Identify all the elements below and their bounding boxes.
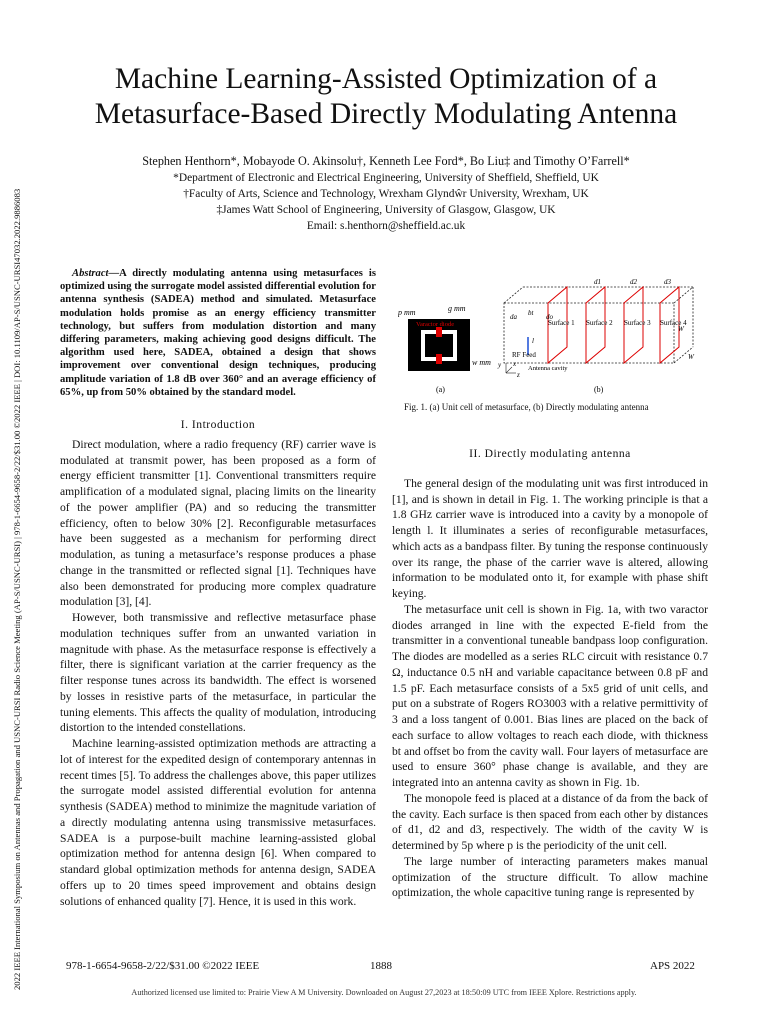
section-2-title: II. Directly modulating antenna [469,447,631,460]
title-line-2: Metasurface-Based Directly Modulating Antenna [94,98,678,130]
label-surface-1: Surface 1 [548,319,575,327]
label-W-bottom: W [688,353,694,361]
figure-1-caption: Fig. 1. (a) Unit cell of metasurface, (b) Directly modulating antenna [404,402,649,412]
label-axis-y: y [498,361,502,369]
label-d3: d3 [664,278,671,286]
label-d2: d2 [630,278,637,286]
label-rf-feed: RF Feed [512,351,536,359]
side-note: 2022 IEEE International Symposium on Antennas and Propagation and USNC-URSI Radio Science Meeting (AP-S/USNC-URSI) | 978-1-6654-9658-2/22/$31.00 ©2022 IEEE | DOI: 10.1109/AP-S/USNC-URSI47032.2022.9886083 [12,188,22,990]
sec2-paragraph-1: The general design of the modulating unit was first introduced in [1], and is shown in detail in Fig. 1. The working principle is that a 1.8 GHz carrier wave is introduced into a cavity by a monopole of length l. It illuminates a series of reconfigurable metasurfaces, which acts as a bandpass filter. By tuning the response continuously over its range, the phase of the carrier wave is altered, allowing information to be modulated onto it, for example with phase shift keying. [392,476,708,600]
varactor-diode-top [436,327,442,337]
section-1-title: I. Introduction [180,418,256,431]
abstract-label: Abstract [72,268,109,279]
label-bt: bt [528,309,534,317]
sec1-paragraph-1: Direct modulation, where a radio frequency (RF) carrier wave is modulated at transmit power, has been proposed as a form of energy efficient transmitter [1]. Conventional transmitters require amplification of a modulated signal, placing limits on the linearity of the power amplifier (PA) and so reducing the transmitter efficiency, often to below 30% [2]. Reconfigurable metasurfaces have been suggested as a mechanism for performing direct modulation, as tuning a metasurface’s response produces a phase change in the transmitted or reflected signal [1]. Techniques have also been demonstrated for producing more complex quadrature modulation [3], [4]. [60,437,376,609]
paper-title [60,62,712,132]
footer-isbn: 978-1-6654-9658-2/22/$31.00 ©2022 IEEE [66,960,260,972]
authorized-use-notice: Authorized licensed use limited to: Prairie View A M University. Downloaded on August 27,2023 at 18:50:09 UTC from IEEE Xplore. Restrictions apply. [131,988,637,997]
abstract [60,267,376,399]
label-W-side: W [678,325,684,333]
author-list: Stephen Henthorn*, Mobayode O. Akinsolu†, Kenneth Lee Ford*, Bo Liu‡ and Timothy O’Farrell* [142,154,630,168]
affiliation-3: ‡James Watt School of Engineering, University of Glasgow, Glasgow, UK [216,204,556,216]
label-do: do [546,313,553,321]
label-d1: d1 [594,278,601,286]
label-surface-2: Surface 2 [586,319,613,327]
sec2-paragraph-2: The metasurface unit cell is shown in Fig. 1a, with two varactor diodes arranged in line with the expected E-field from the transmitter in a conventional tuneable bandpass loop configuration. The diodes are modelled as a series RLC circuit with resistance 0.7 Ω, inductance 0.5 nH and variable capacitance between 0.8 pF and 1.5 pF. Each metasurface consists of a 5x5 grid of unit cells, and put on a substrate of Rogers RO3003 with a relative permittivity of 3 and a loss tangent of 0.001. Bias lines are placed on the back of each surface to allow voltages to reach each diode, with thickness bt and offset bo from the cavity wall. Four layers of metasurface are used to ensure 360° phase change is available, and they are integrated into an antenna cavity as shown in Fig. 1b. [392,602,708,789]
email: Email: s.henthorn@sheffield.ac.uk [306,220,466,232]
label-diode: Varactor diode [416,321,455,328]
label-g: g mm [448,304,466,313]
affiliations [60,170,712,234]
label-surface-3: Surface 3 [624,319,651,327]
label-w: w mm [472,358,491,367]
sec2-paragraph-4: The large number of interacting parameters makes manual optimization of the structure difficult. To allow machine optimization, the whole capacitive tuning range is represented by [392,854,708,900]
affiliation-1: *Department of Electronic and Electrical Engineering, University of Sheffield, Sheffield, UK [173,172,599,184]
title-line-1: Machine Learning-Assisted Optimization of a [114,63,658,95]
figure-1 [398,275,710,400]
label-surface-4: Surface 4 [660,319,687,327]
label-b: (b) [594,385,604,394]
label-da: da [510,313,517,321]
label-p: p mm [398,308,416,317]
label-axis-x: x [513,360,517,368]
label-axis-z: z [517,371,520,379]
left-column [60,417,376,909]
affiliation-2: †Faculty of Arts, Science and Technology, Wrexham Glyndŵr University, Wrexham, UK [183,188,589,200]
varactor-diode-bottom [436,354,442,364]
footer-page-number: 1888 [370,960,392,972]
abstract-text: —A directly modulating antenna using metasurfaces is optimized using the surrogate model assisted differential evolution for antenna synthesis (SADEA) method and simulated. Metasurface modulation holds promise as an energy efficiency transmitter technology, but suffers from modulation distortion and many differing parameters, making achieving good designs difficult. The algorithm used here, SADEA, obtained a design that shows improvement over conventional design techniques, producing amplitude variation of 1.8 dB over 360° and an average efficiency of 65%, up from 50% obtained by the standard model. [60,268,376,398]
label-cavity: Antenna cavity [528,365,568,372]
sec2-paragraph-3: The monopole feed is placed at a distance of da from the back of the cavity. Each surface is then spaced from each other by distances of d1, d2 and d3, respectively. The width of the cavity W is determined by 5p where p is the periodicity of the unit cell. [392,791,708,852]
sec1-paragraph-3: Machine learning-assisted optimization methods are attracting a lot of interest for the expedited design of contemporary antennas in recent times [5]. To address the challenges above, this paper utilizes the surrogate model assisted differential evolution for antenna synthesis (SADEA) method to minimize the magnitude variation of a directly modulating antenna using transmissive metasurfaces. SADEA is a purpose-built machine learning-assisted global optimization method for antenna design [6]. When compared to standard global optimization methods for antenna design, SADEA offers up to 20 times speed improvement and obtains design solutions of enhanced quality [7]. Hence, it is used in this work. [60,737,376,908]
label-l: l [532,337,534,345]
footer-conference: APS 2022 [650,960,695,972]
sec1-paragraph-2: However, both transmissive and reflective metasurface phase modulation techniques suffer from an unwanted variation in magnitude with phase. As the metasurface response is effectively a filter, there is significant variation at the carrier frequency as the filter response tunes across its bandwidth. The effect is worsened by losses in resistive parts of the metasurface, in particular the tuning elements. This affects the quality of modulation, introducing distortion to the intended constellations. [60,611,376,735]
right-column [392,446,708,901]
label-a: (a) [436,385,445,394]
